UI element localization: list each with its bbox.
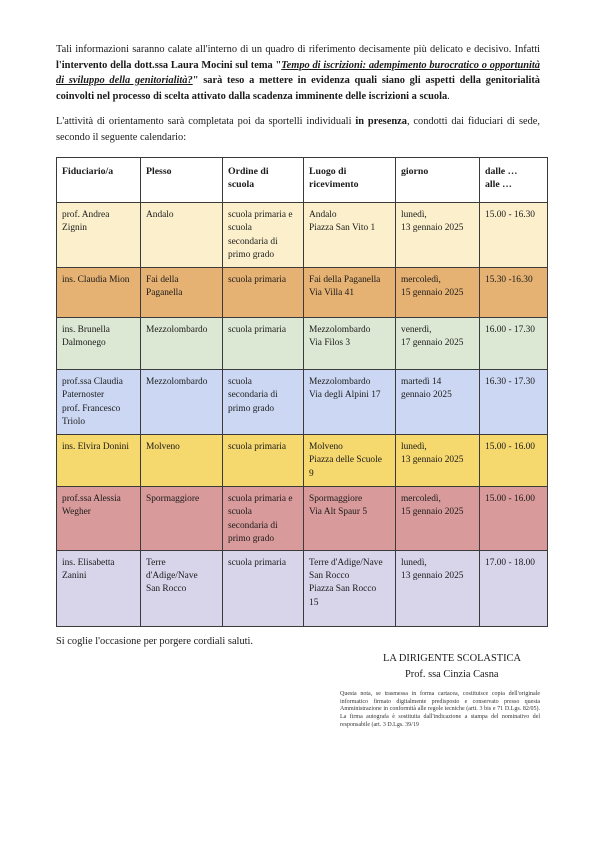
cell-orario: 15.00 - 16.30 — [480, 203, 548, 268]
cell-plesso: Molveno — [141, 435, 223, 487]
cell-giorno: martedì 14 gennaio 2025 — [396, 370, 480, 435]
digital-signature-note: Questa nota, se trasmessa in forma cartacea, costituisce copia dell'originale informatico firmato digitalmente predisposto e conservato presso questa Amministrazione in conformità alle regole tecniche (artt. 3 bis e 71 D.Lgs. 82/05). La firma autografa è sostituita dall'indicazione a stampa del nominativo del responsabile (art. 3 D.Lgs. 39/19 — [340, 691, 540, 728]
talk-title: Tempo di iscrizioni: adempimento burocratico o opportunità di sviluppo della genitorialità? — [56, 59, 540, 86]
cell-luogo: Molveno Piazza delle Scuole 9 — [304, 435, 396, 487]
cell-plesso: Andalo — [141, 203, 223, 268]
cell-ordine: scuola primaria — [223, 318, 304, 370]
intro-bold-lead: l'intervento della dott.ssa Laura Mocini sul tema " — [56, 59, 282, 71]
calendar-intro-paragraph — [56, 114, 540, 145]
cell-giorno: mercoledì, 15 gennaio 2025 — [396, 268, 480, 318]
cell-plesso: Spormaggiore — [141, 487, 223, 551]
cell-ordine: scuola primaria e scuola secondaria di primo grado — [223, 487, 304, 551]
table-row — [57, 203, 548, 268]
cell-ordine: scuola primaria — [223, 550, 304, 626]
cell-orario: 15.30 -16.30 — [480, 268, 548, 318]
cell-luogo: Fai della Paganella Via Villa 41 — [304, 268, 396, 318]
cell-orario: 15.00 - 16.00 — [480, 487, 548, 551]
closing-greeting: Si coglie l'occasione per porgere cordiali saluti. — [56, 636, 254, 647]
cell-giorno: venerdì, 17 gennaio 2025 — [396, 318, 480, 370]
cell-giorno: lunedì, 13 gennaio 2025 — [396, 203, 480, 268]
cell-fiduciario: ins. Elisabetta Zanini — [57, 550, 141, 626]
cell-ordine: scuola primaria e scuola secondaria di primo grado — [223, 203, 304, 268]
cell-orario: 16.00 - 17.30 — [480, 318, 548, 370]
intro-end: . — [447, 90, 450, 102]
calendar-intro-tail: , condotti dai fiduciari di sede, secondo il seguente calendario: — [56, 116, 540, 143]
intro-bold-tail: " sarà teso a mettere in evidenza quali siano gli aspetti della genitorialità coinvolti nel processo di scelta attivato dalla scadenza imminente delle iscrizioni a scuola — [56, 75, 540, 102]
cell-orario: 16.30 - 17.30 — [480, 370, 548, 435]
intro-paragraph — [56, 42, 540, 104]
calendar-table — [56, 157, 548, 627]
cell-ordine: scuola primaria — [223, 268, 304, 318]
header-luogo: Luogo di ricevimento — [304, 158, 396, 203]
cell-fiduciario: ins. Claudia Mion — [57, 268, 141, 318]
cell-plesso: Terre d'Adige/Nave San Rocco — [141, 550, 223, 626]
cell-luogo: Andalo Piazza San Vito 1 — [304, 203, 396, 268]
cell-ordine: scuola primaria — [223, 435, 304, 487]
cell-luogo: Mezzolombardo Via degli Alpini 17 — [304, 370, 396, 435]
header-fiduciario: Fiduciario/a — [57, 158, 141, 203]
table-row — [57, 550, 548, 626]
cell-luogo: Spormaggiore Via Alt Spaur 5 — [304, 487, 396, 551]
cell-orario: 15.00 - 16.00 — [480, 435, 548, 487]
cell-ordine: scuola secondaria di primo grado — [223, 370, 304, 435]
cell-orario: 17.00 - 18.00 — [480, 550, 548, 626]
signature-name: Prof. ssa Cinzia Casna — [405, 669, 499, 680]
cell-giorno: mercoledì, 15 gennaio 2025 — [396, 487, 480, 551]
table-row — [57, 435, 548, 487]
cell-giorno: lunedì, 13 gennaio 2025 — [396, 435, 480, 487]
header-ordine: Ordine di scuola — [223, 158, 304, 203]
header-orario: dalle … alle … — [480, 158, 548, 203]
cell-plesso: Mezzolombardo — [141, 318, 223, 370]
cell-fiduciario: prof.ssa Claudia Paternoster prof. Francesco Triolo — [57, 370, 141, 435]
table-row — [57, 318, 548, 370]
calendar-intro-text: L'attività di orientamento sarà completata poi da sportelli individuali — [56, 116, 356, 127]
table-row — [57, 370, 548, 435]
cell-fiduciario: prof. Andrea Zignin — [57, 203, 141, 268]
cell-plesso: Fai della Paganella — [141, 268, 223, 318]
cell-luogo: Terre d'Adige/Nave San Rocco Piazza San Rocco 15 — [304, 550, 396, 626]
cell-fiduciario: prof.ssa Alessia Wegher — [57, 487, 141, 551]
cell-plesso: Mezzolombardo — [141, 370, 223, 435]
header-giorno: giorno — [396, 158, 480, 203]
table-row — [57, 268, 548, 318]
cell-fiduciario: ins. Brunella Dalmonego — [57, 318, 141, 370]
table-row — [57, 487, 548, 551]
cell-luogo: Mezzolombardo Via Filos 3 — [304, 318, 396, 370]
intro-text: Tali informazioni saranno calate all'interno di un quadro di riferimento decisamente più delicato e decisivo. Infatti — [56, 44, 540, 55]
signature-role: LA DIRIGENTE SCOLASTICA — [383, 653, 521, 664]
in-presenza-bold: in presenza — [355, 116, 407, 127]
header-plesso: Plesso — [141, 158, 223, 203]
table-header-row — [57, 158, 548, 203]
cell-fiduciario: ins. Elvira Donini — [57, 435, 141, 487]
cell-giorno: lunedì, 13 gennaio 2025 — [396, 550, 480, 626]
